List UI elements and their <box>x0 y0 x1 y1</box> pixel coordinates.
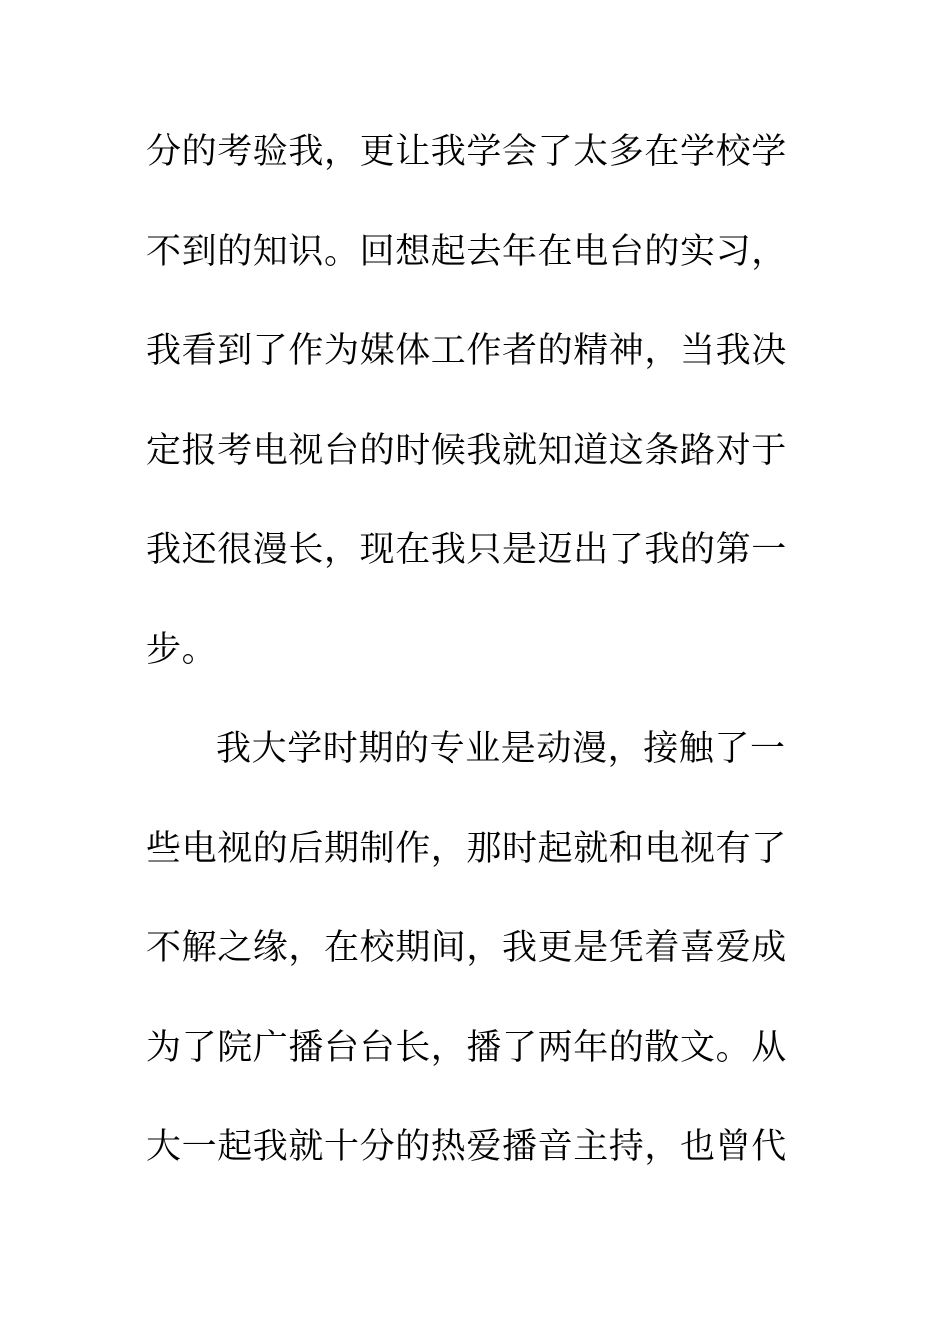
text-line: 分的考验我，更让我学会了太多在学校学 <box>146 132 787 172</box>
text-line: 我还很漫长，现在我只是迈出了我的第一 <box>146 530 787 570</box>
text-line: 定报考电视台的时候我就知道这条路对于 <box>146 430 787 471</box>
text-line: 不到的知识。回想起去年在电台的实习， <box>146 231 787 272</box>
text-line: 不解之缘，在校期间，我更是凭着喜爱成 <box>146 928 787 968</box>
text-line: 大一起我就十分的热爱播音主持，也曾代 <box>146 1127 787 1167</box>
paragraph-first-line: 我大学时期的专业是动漫，接触了一 <box>216 729 786 769</box>
text-line: 我看到了作为媒体工作者的精神，当我决 <box>146 331 787 371</box>
text-line: 为了院广播台台长，播了两年的散文。从 <box>146 1027 787 1068</box>
text-line: 步。 <box>146 629 218 670</box>
text-line: 些电视的后期制作，那时起就和电视有了 <box>146 828 787 869</box>
document-body <box>146 126 786 1221</box>
